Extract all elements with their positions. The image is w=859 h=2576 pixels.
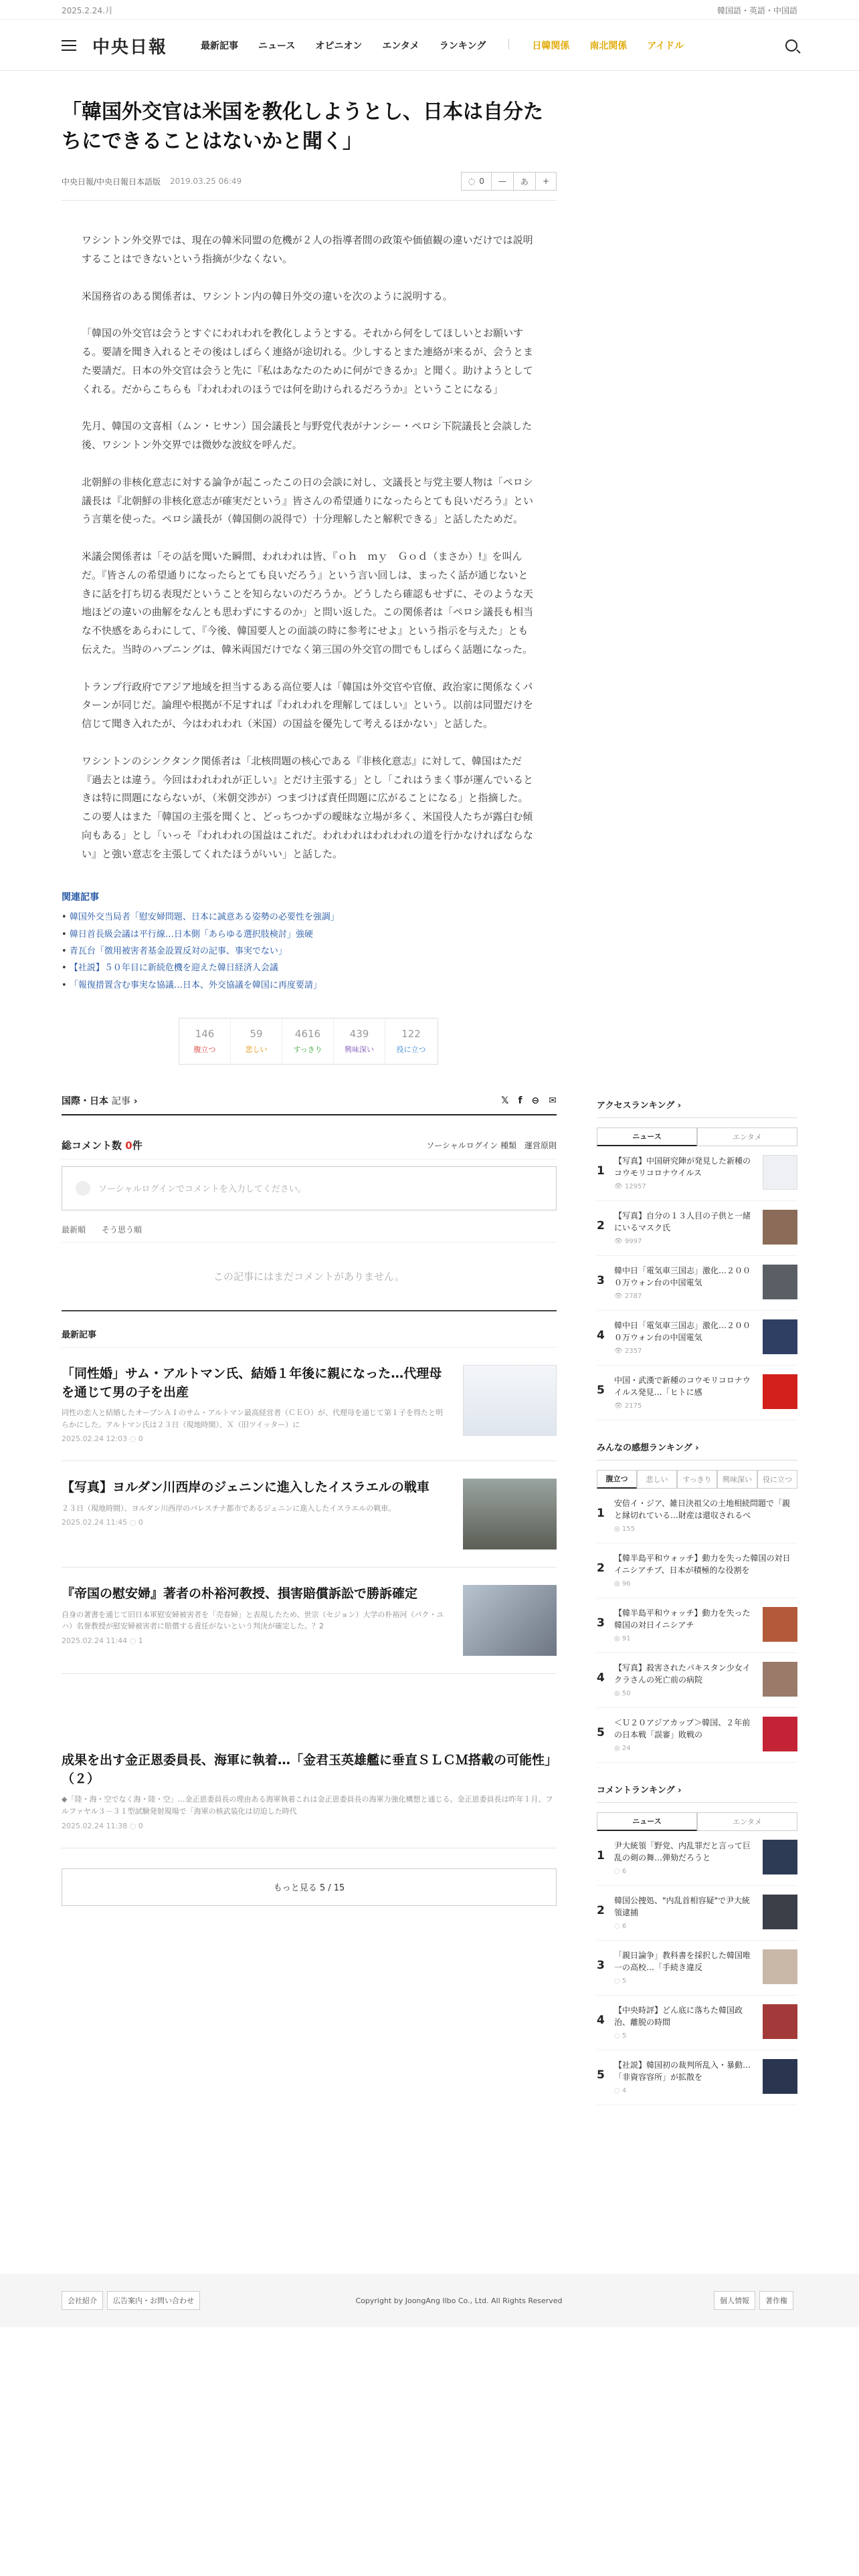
nav-divider xyxy=(508,39,509,49)
rank-thumbnail xyxy=(763,1840,797,1874)
news-item[interactable] xyxy=(62,1734,557,1848)
comment-sort-tabs xyxy=(62,1224,557,1243)
comment-icon: ◌ xyxy=(129,1821,136,1830)
main-nav xyxy=(201,39,684,52)
rank-thumbnail xyxy=(763,1717,797,1751)
rank-view-count: 2787 xyxy=(624,1292,642,1300)
news-summary: 自身の著書を通じて旧日本軍慰安婦被害者を「売春婦」と表現したため、世宗（セジョン）大学の朴裕河（パク・ユハ）名誉教授が慰安婦被害者に賠償する責任がないという判決が確定した。？2 xyxy=(62,1610,444,1631)
related-link[interactable]: • 【社説】５０年目に新続危機を迎えた韓日経済人会議 xyxy=(62,960,557,976)
emotion-count: 146 xyxy=(195,1027,215,1040)
news-comment-count: 1 xyxy=(138,1636,143,1645)
emotion-buttons xyxy=(179,1018,438,1065)
rank-votes: ◎ 155 xyxy=(614,1525,635,1533)
link-share-icon[interactable]: ⊖ xyxy=(531,1095,540,1106)
nav-opinion[interactable]: オピニオン xyxy=(315,41,363,51)
access-ranking-tabs xyxy=(597,1128,797,1146)
rank-vote-count: 96 xyxy=(622,1580,631,1588)
news-title[interactable]: 【写真】ヨルダン川西岸のジェニンに進入したイスラエルの戦車 xyxy=(62,1480,430,1495)
comment-ranking xyxy=(597,1783,797,2105)
tab-useful[interactable]: 役に立つ xyxy=(757,1470,797,1489)
comment-placeholder: ソーシャルログインでコメントを入力してください。 xyxy=(98,1184,306,1195)
rank-title: ＜Ｕ２０アジアカップ＞韓国、２年前の日本戦「誤審」敗戦の xyxy=(614,1717,751,1739)
language-links[interactable]: 韓国語・英語・中国語 xyxy=(717,5,797,15)
rank-number: 4 xyxy=(597,2013,605,2027)
user-avatar-icon xyxy=(76,1181,90,1196)
tab-sad[interactable]: 悲しい xyxy=(637,1470,677,1489)
rank-title: 【写真】中国研究陣が発見した新種のコウモリコロナウイルス xyxy=(614,1156,751,1178)
related-link[interactable]: • 「報復措置含む事実な協議…日本、外交協議を韓国に再度要請」 xyxy=(62,977,557,994)
emotion-count: 122 xyxy=(401,1027,421,1040)
news-date-text: 2025.02.24 11:45 xyxy=(62,1518,128,1527)
sidebar xyxy=(597,1094,797,2105)
access-ranking-title[interactable]: アクセスランキング › xyxy=(597,1098,797,1118)
rank-comment-count: 6 xyxy=(622,1922,627,1930)
rank-thumbnail xyxy=(763,1895,797,1929)
ranking-item[interactable] xyxy=(597,1886,797,1941)
ranking-item[interactable] xyxy=(597,1311,797,1366)
emotion-ranking-title[interactable]: みんなの感想ランキング › xyxy=(597,1440,797,1461)
rank-title: 中国・武漢で新種のコウモリコロナウイルス発見…「ヒトに感 xyxy=(614,1375,751,1397)
rank-thumbnail xyxy=(763,2004,797,2039)
rank-comments: ◌ 6 xyxy=(614,1922,627,1930)
rank-number: 1 xyxy=(597,1506,605,1520)
news-title[interactable]: 『帝国の慰安婦』著者の朴裕河教授、損害賠償訴訟で勝訴確定 xyxy=(62,1586,418,1602)
rank-title: 【社説】韓国初の裁判所乱入・暴動…「非資容容所」が拡散を xyxy=(614,2060,751,2082)
rank-comment-count: 5 xyxy=(622,1977,627,1985)
news-summary: ２３日（現地時間）、ヨルダン川西岸のパレスチナ都市であるジェニンに進入したイスラエルの戦車。 xyxy=(62,1503,396,1513)
tab-news[interactable]: ニュース xyxy=(597,1812,697,1831)
emotion-ranking-tabs xyxy=(597,1470,797,1489)
nav-latest[interactable]: 最新記事 xyxy=(201,41,239,51)
emotion-refreshing-button[interactable] xyxy=(282,1018,334,1064)
rank-votes: ◎ 50 xyxy=(614,1689,631,1697)
rank-votes: ◎ 24 xyxy=(614,1744,631,1752)
rank-number: 2 xyxy=(597,1903,605,1917)
sort-latest-tab[interactable]: 最新順 xyxy=(62,1224,86,1235)
nav-north-south[interactable]: 南北関係 xyxy=(589,41,628,51)
news-comment-count: 0 xyxy=(138,1434,143,1444)
x-share-icon[interactable]: 𝕏 xyxy=(501,1095,509,1106)
news-summary: ◆「陸・海・空でなく海・陸・空」…金正恩委員長の理由ある海軍執着これは金正恩委員長の海軍力強化構想と通じる。金正恩委員長は昨年１月、フルファヤル３－３１型試験発射現場で「海軍の核武装化は切迫した時代 xyxy=(62,1795,553,1816)
rank-thumbnail xyxy=(763,1319,797,1354)
article-paragraph: 米議会関係者は「その話を聞いた瞬間、われわれは皆、『ｏｈ ｍｙ Ｇｏｄ（まさか）!』を叫んだ。『皆さんの希望通りになったらとても良いだろう』という言い回しは、まったく話が通じないときに話を打ち切る表現だということを知らないのだろうか。どうしたら確認もせずに、そのような天地ほどの違いの曲解をなんとも思わずにするのか」と問い返した。この関係者は「ペロシ議長も相当な不快感をあらわにして、『今後、韓国要人との面談の時に参考にせよ』という指示を与えた」とも伝えた。当時のハプニングは、韓米両国だけでなく第三国の外交官の間でもしばらく話題になった。 xyxy=(82,550,534,655)
news-item[interactable] xyxy=(62,1568,557,1674)
footer-company-link[interactable]: 会社紹介 xyxy=(62,2291,103,2310)
article-title: 「韓国外交官は米国を教化しようとし、日本は自分たちにできることはないかと聞く」 xyxy=(62,100,543,153)
related-link[interactable]: • 韓日首長級会議は平行線…日本側「あらゆる選択肢検討」強硬 xyxy=(62,926,557,943)
emotion-label: 腹立つ xyxy=(193,1045,216,1054)
rank-title: 【写真】自分の１３人目の子供と一緒にいるマスク氏 xyxy=(614,1210,751,1232)
rank-number: 3 xyxy=(597,1616,605,1630)
tab-interesting[interactable]: 興味深い xyxy=(717,1470,757,1489)
ranking-item[interactable] xyxy=(597,1653,797,1708)
article-date: 2019.03.25 06:49 xyxy=(170,177,242,186)
comment-input[interactable] xyxy=(62,1166,557,1210)
tab-entame[interactable]: エンタメ xyxy=(697,1128,797,1146)
comment-icon: ◌ xyxy=(129,1636,136,1645)
footer-ad-link[interactable]: 広告案内・お問い合わせ xyxy=(107,2291,200,2310)
rank-votes: ◎ 91 xyxy=(614,1634,631,1642)
news-thumbnail[interactable] xyxy=(463,1365,557,1436)
emotion-label: 興味深い xyxy=(345,1045,374,1054)
article-paragraph: ワシントン外交界では、現在の韓米同盟の危機が２人の指導者間の政策や価値観の違いだけでは説明することはできないという指摘が少なくない。 xyxy=(82,234,533,265)
news-summary: 同性の恋人と結婚したオープンＡＩのサム・アルトマン最高経営者（ＣＥＯ）が、代理母を通じて第１子を得たと明らかにした。アルトマン氏は２３日（現地時間）、Ｘ（旧ツイッター）に xyxy=(62,1408,444,1429)
article-paragraph: ワシントンのシンクタンク関係者は「北核問題の核心である『非核化意志』に対して、韓国はただ『過去とは違う。今回はわれわれが正しい』とだけ主張する」とし「これはうまく事が運んでいるときは特に問題にならないが、（米朝交渉が）つまづけば責任問題に広がることになる」と指摘した。この要人はまた「韓国の主張を聞くと、どっちつかずの曖昧な立場が多く、米国役人たちが露白む傾向もある」とし「いっそ『われわれの国益はこれだ。われわれはわれわれの道を行かなければならない』と強い意志を主張してくれたほうがいい」と話した。 xyxy=(82,754,534,860)
rank-comment-count: 4 xyxy=(622,2086,627,2095)
rank-thumbnail xyxy=(763,1607,797,1642)
comment-total-unit: 件 xyxy=(132,1139,142,1152)
emotion-useful-button[interactable] xyxy=(385,1018,437,1064)
rank-title: 【韓半島平和ウォッチ】動力を失った韓国の対日イニシアチ xyxy=(614,1608,751,1630)
rank-number: 3 xyxy=(597,1958,605,1972)
rank-thumbnail xyxy=(763,2059,797,2094)
share-buttons xyxy=(501,1095,557,1106)
rank-comment-count: 6 xyxy=(622,1867,627,1875)
ranking-item[interactable] xyxy=(597,1996,797,2050)
ranking-item[interactable] xyxy=(597,1256,797,1311)
rank-view-count: 2357 xyxy=(624,1347,642,1355)
rank-comments: ◌ 4 xyxy=(614,2086,627,2095)
social-login-types[interactable]: ソーシャルログイン 種類 xyxy=(426,1140,516,1150)
rank-thumbnail xyxy=(763,1155,797,1190)
rank-views: 👁 2787 xyxy=(614,1292,642,1300)
news-date xyxy=(62,1434,447,1443)
rank-number: 4 xyxy=(597,1328,605,1342)
emotion-count: 4616 xyxy=(294,1027,321,1040)
rank-votes: ◎ 96 xyxy=(614,1580,631,1588)
nav-japan-korea[interactable]: 日韓関係 xyxy=(532,41,570,51)
related-title: 関連記事 xyxy=(62,892,99,903)
ranking-item[interactable] xyxy=(597,1831,797,1886)
section-link[interactable]: 国際・日本 記事 › xyxy=(62,1095,138,1107)
tab-refreshing[interactable]: すっきり xyxy=(677,1470,717,1489)
ranking-item[interactable] xyxy=(597,1708,797,1763)
news-comment-count: 0 xyxy=(138,1821,143,1830)
copyright: Copyright by JoongAng Ilbo Co., Ltd. All Rights Reserved xyxy=(355,2296,563,2305)
rank-vote-count: 24 xyxy=(622,1744,631,1752)
emotion-label: すっきり xyxy=(293,1045,322,1054)
news-title[interactable]: 成果を出す金正恩委員長、海軍に執着…「金君玉英雄艦に垂直ＳＬＣＭ搭載の可能性」（２） xyxy=(62,1753,551,1786)
latest-title: 最新記事 xyxy=(62,1327,557,1348)
rank-title: 【韓半島平和ウォッチ】動力を失った韓国の対日イニシアチブ、日本が積極的な役割を xyxy=(614,1553,791,1575)
rank-view-count: 9997 xyxy=(624,1237,642,1245)
rank-thumbnail xyxy=(763,1265,797,1299)
rank-comments: ◌ 5 xyxy=(614,1977,627,1985)
rank-title: 韓国公捜処、"内乱首相容疑"で尹大統領逮捕 xyxy=(614,1895,751,1917)
section-suffix: 記事 xyxy=(111,1095,130,1107)
emotion-interesting-button[interactable] xyxy=(334,1018,385,1064)
menu-icon[interactable] xyxy=(62,40,76,51)
rank-number: 2 xyxy=(597,1218,605,1232)
ranking-item[interactable] xyxy=(597,1489,797,1543)
article-paragraph: 米国務省のある関係者は、ワシントン内の韓日外交の違いを次のように説明する。 xyxy=(82,290,453,302)
ranking-item[interactable] xyxy=(597,2050,797,2105)
emotion-label: 役に立つ xyxy=(396,1045,426,1054)
rank-title: 尹大統領「野党、内乱罪だと言って巨乱の剣の舞…弾劾だろうと xyxy=(614,1840,751,1862)
rank-vote-count: 50 xyxy=(622,1689,631,1697)
rank-views: 👁 2357 xyxy=(614,1347,642,1355)
rank-comment-count: 5 xyxy=(622,2032,627,2040)
more-button[interactable]: もっと見る 5 / 15 xyxy=(62,1868,557,1906)
font-larger-button[interactable]: + xyxy=(536,172,557,191)
article-source: 中央日報/中央日報日本語版 xyxy=(62,177,161,187)
news-item[interactable] xyxy=(62,1348,557,1461)
policy-link[interactable]: 運営原則 xyxy=(524,1140,557,1150)
comment-ranking-tabs xyxy=(597,1812,797,1831)
article-paragraph: 先月、韓国の文喜相（ムン・ヒサン）国会議長と与野党代表がナンシー・ペロシ下院議長と会談した後、ワシントン外交界では微妙な波紋を呼んだ。 xyxy=(82,420,533,451)
comment-count-button[interactable] xyxy=(461,172,492,191)
news-date-text: 2025.02.24 12:03 xyxy=(62,1434,128,1444)
nav-ranking[interactable]: ランキング xyxy=(439,41,486,51)
comment-header xyxy=(62,1138,557,1160)
article-paragraph: 北朝鮮の非核化意志に対する論争が起こったこの日の会談に対し、文議長と与党主要人物は「ペロシ議長は『北朝鮮の非核化意志が確実だという』皆さんの希望通りになったらとても良いだろう』という言葉を使った。ペロシ議長が（韓国側の説得で）十分理解したと解釈できる」と話したためだ。 xyxy=(82,475,534,526)
current-date: 2025.2.24.月 xyxy=(62,5,113,15)
main-column xyxy=(62,1094,557,2105)
comment-total xyxy=(62,1138,142,1152)
comment-ranking-label: コメントランキング xyxy=(597,1785,675,1796)
rank-title: 安倍イ・ジア、雑日決祖父の土地相続問題で「親と縁切れている…財産は還収されるべ xyxy=(614,1498,791,1520)
section-header xyxy=(62,1094,557,1115)
sort-agree-tab[interactable]: そう思う順 xyxy=(102,1224,142,1235)
news-date xyxy=(62,1518,447,1527)
article-tools xyxy=(461,172,557,191)
comment-icon: ◌ xyxy=(468,177,476,186)
article-meta xyxy=(62,172,557,201)
nav-entame[interactable]: エンタメ xyxy=(382,41,419,51)
tab-angry[interactable]: 腹立つ xyxy=(597,1470,637,1489)
site-header xyxy=(0,20,859,71)
footer-copyright-link[interactable]: 著作権 xyxy=(759,2291,793,2310)
ranking-item[interactable] xyxy=(597,1941,797,1996)
rank-thumbnail xyxy=(763,1374,797,1409)
rank-number: 3 xyxy=(597,1273,605,1287)
rank-view-count: 12957 xyxy=(624,1182,646,1190)
nav-news[interactable]: ニュース xyxy=(258,41,296,51)
emotion-sad-button[interactable] xyxy=(231,1018,282,1064)
related-articles xyxy=(62,890,557,994)
rank-title: 韓中日「電気車三国志」激化…２０００万ウォン台の中国電気 xyxy=(614,1320,751,1342)
news-date-text: 2025.02.24 11:38 xyxy=(62,1821,128,1830)
rank-thumbnail xyxy=(763,1949,797,1984)
news-thumbnail[interactable] xyxy=(463,1585,557,1656)
comment-total-count: 0 xyxy=(125,1139,132,1152)
emotion-count: 439 xyxy=(349,1027,369,1040)
rank-title: 【中央時評】どん底に落ちた韓国政治、離脱の時間 xyxy=(614,2005,743,2027)
news-comment-count: 0 xyxy=(138,1518,143,1527)
related-link[interactable]: • 韓国外交当局者「慰安婦問題、日本に誠意ある姿勢の必要性を強調」 xyxy=(62,909,557,926)
emotion-label: 悲しい xyxy=(245,1045,268,1054)
article-paragraph: トランプ行政府でアジア地域を担当するある高位要人は「韓国は外交官や官僚、政治家に関係なくパターンが同じだ。論理や根拠が不足すれば『われわれを理解してほしい』という。以前は同盟だけを信じて聞き入れたが、今はわれわれ（米国）の国益を優先して考えるほかない」と話した。 xyxy=(82,680,533,730)
search-icon[interactable] xyxy=(785,39,797,51)
news-date-text: 2025.02.24 11:44 xyxy=(62,1636,128,1645)
comment-icon: ◌ xyxy=(129,1434,136,1444)
access-ranking xyxy=(597,1098,797,1420)
tab-entame[interactable]: エンタメ xyxy=(697,1812,797,1831)
rank-vote-count: 91 xyxy=(622,1634,631,1642)
email-share-icon[interactable]: ✉ xyxy=(549,1095,557,1106)
rank-view-count: 2175 xyxy=(624,1402,642,1410)
lower-columns xyxy=(62,1094,797,2105)
article-body xyxy=(82,231,537,863)
rank-title: 【写真】殺害されたパキスタン少女イクラさんの死亡前の病院 xyxy=(614,1662,751,1685)
comment-ranking-title[interactable]: コメントランキング › xyxy=(597,1783,797,1803)
rank-comments: ◌ 5 xyxy=(614,2032,627,2040)
rank-thumbnail xyxy=(763,1210,797,1245)
top-bar xyxy=(0,0,859,20)
rank-number: 5 xyxy=(597,1725,605,1739)
site-footer xyxy=(0,2274,859,2327)
news-date xyxy=(62,1822,557,1830)
news-item[interactable] xyxy=(62,1461,557,1568)
rank-comments: ◌ 6 xyxy=(614,1867,627,1875)
section-label: 国際・日本 xyxy=(62,1095,108,1107)
article-paragraph: 「韓国の外交官は会うとすぐにわれわれを教化しようとする。それから何をしてほしいとお願いする。要請を聞き入れるとその後はしばらく連絡が途切れる。少しするとまた連絡が来るが、会うとまた要請だ。日本の外交官は会うと先に『私はあなたのために何ができるか』と聞く。助けようとしてくれる。だからこちらも『われわれのほうでは何を助けられるだろうか』ということになる」 xyxy=(82,327,534,395)
article xyxy=(62,98,797,1065)
rank-views: 👁 2175 xyxy=(614,1402,642,1410)
news-date xyxy=(62,1636,447,1645)
emotion-count: 59 xyxy=(250,1027,263,1040)
rank-number: 1 xyxy=(597,1164,605,1178)
no-comments-message: この記事にはまだコメントがありません。 xyxy=(62,1243,557,1311)
emotion-angry-button[interactable] xyxy=(179,1018,231,1064)
facebook-share-icon[interactable]: f xyxy=(518,1095,522,1106)
news-title[interactable]: 「同性婚」サム・アルトマン氏、結婚１年後に親になった…代理母を通じて男の子を出産 xyxy=(62,1366,442,1400)
related-link[interactable]: • 青瓦台「徴用被害者基金設置反対の記事、事実でない」 xyxy=(62,943,557,960)
ranking-item[interactable] xyxy=(597,1598,797,1653)
ranking-item[interactable] xyxy=(597,1201,797,1256)
access-ranking-label: アクセスランキング xyxy=(597,1100,675,1111)
tab-news[interactable]: ニュース xyxy=(597,1128,697,1146)
rank-thumbnail xyxy=(763,1662,797,1697)
rank-number: 1 xyxy=(597,1848,605,1862)
comment-icon: ◌ xyxy=(129,1518,136,1527)
rank-number: 2 xyxy=(597,1561,605,1575)
rank-vote-count: 155 xyxy=(622,1525,635,1533)
site-logo[interactable]: 中央日報 xyxy=(92,37,168,58)
emotion-ranking-label: みんなの感想ランキング xyxy=(597,1442,692,1453)
rank-views: 👁 12957 xyxy=(614,1182,646,1190)
rank-number: 5 xyxy=(597,1383,605,1397)
footer-privacy-link[interactable]: 個人情報 xyxy=(714,2291,755,2310)
ranking-item[interactable] xyxy=(597,1366,797,1420)
font-size-button[interactable]: あ xyxy=(514,172,536,191)
rank-title: 韓中日「電気車三国志」激化…２０００万ウォン台の中国電気 xyxy=(614,1265,751,1287)
rank-number: 4 xyxy=(597,1671,605,1685)
nav-idol[interactable]: アイドル xyxy=(647,41,684,51)
news-thumbnail[interactable] xyxy=(463,1479,557,1549)
emotion-ranking xyxy=(597,1440,797,1763)
comment-total-label: 総コメント数 xyxy=(62,1139,122,1152)
ranking-item[interactable] xyxy=(597,1543,797,1598)
font-smaller-button[interactable]: — xyxy=(492,172,514,191)
rank-number: 5 xyxy=(597,2068,605,2082)
rank-title: 「親日論争」教科書を採択した韓国唯一の高校…「手続き違反 xyxy=(614,1950,751,1972)
comment-count: 0 xyxy=(479,177,484,186)
rank-views: 👁 9997 xyxy=(614,1237,642,1245)
ranking-item[interactable] xyxy=(597,1146,797,1201)
